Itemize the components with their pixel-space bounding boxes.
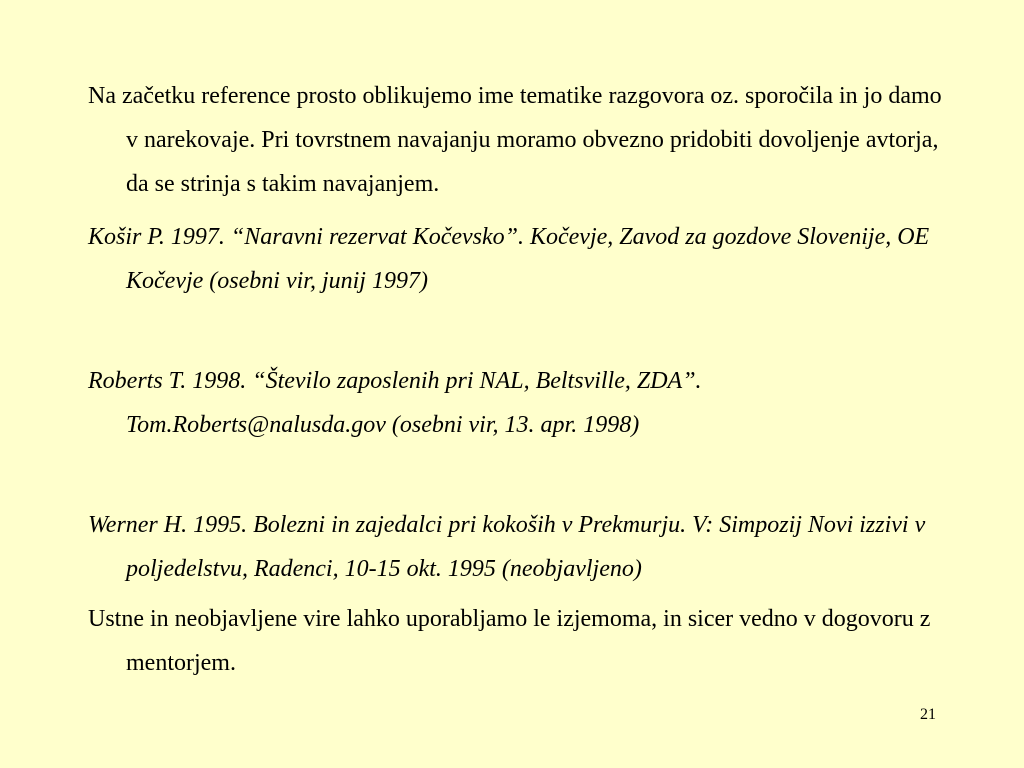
paragraph-oral-sources: Ustne in neobjavljene vire lahko uporabljamo le izjemoma, in sicer vedno v dogovoru z mentorjem. [88, 606, 931, 676]
page-number: 21 [920, 706, 936, 723]
reference-roberts: Roberts T. 1998. “Število zaposlenih pri NAL, Beltsville, ZDA”. Tom.Roberts@nalusda.gov (osebni vir, 13. apr. 1998) [88, 368, 702, 438]
reference-kosir: Košir P. 1997. “Naravni rezervat Kočevsko”. Kočevje, Zavod za gozdove Slovenije, OE Kočevje (osebni vir, junij 1997) [88, 224, 930, 294]
reference-werner: Werner H. 1995. Bolezni in zajedalci pri kokoših v Prekmurju. V: Simpozij Novi izzivi v poljedelstvu, Radenci, 10-15 okt. 1995 (neobjavljeno) [88, 512, 926, 582]
paragraph-citation-instructions: Na začetku reference prosto oblikujemo ime tematike razgovora oz. sporočila in jo damo v narekovaje. Pri tovrstnem navajanju moramo obvezno pridobiti dovoljenje avtorja, da se strinja s takim navajanjem. [88, 83, 942, 197]
